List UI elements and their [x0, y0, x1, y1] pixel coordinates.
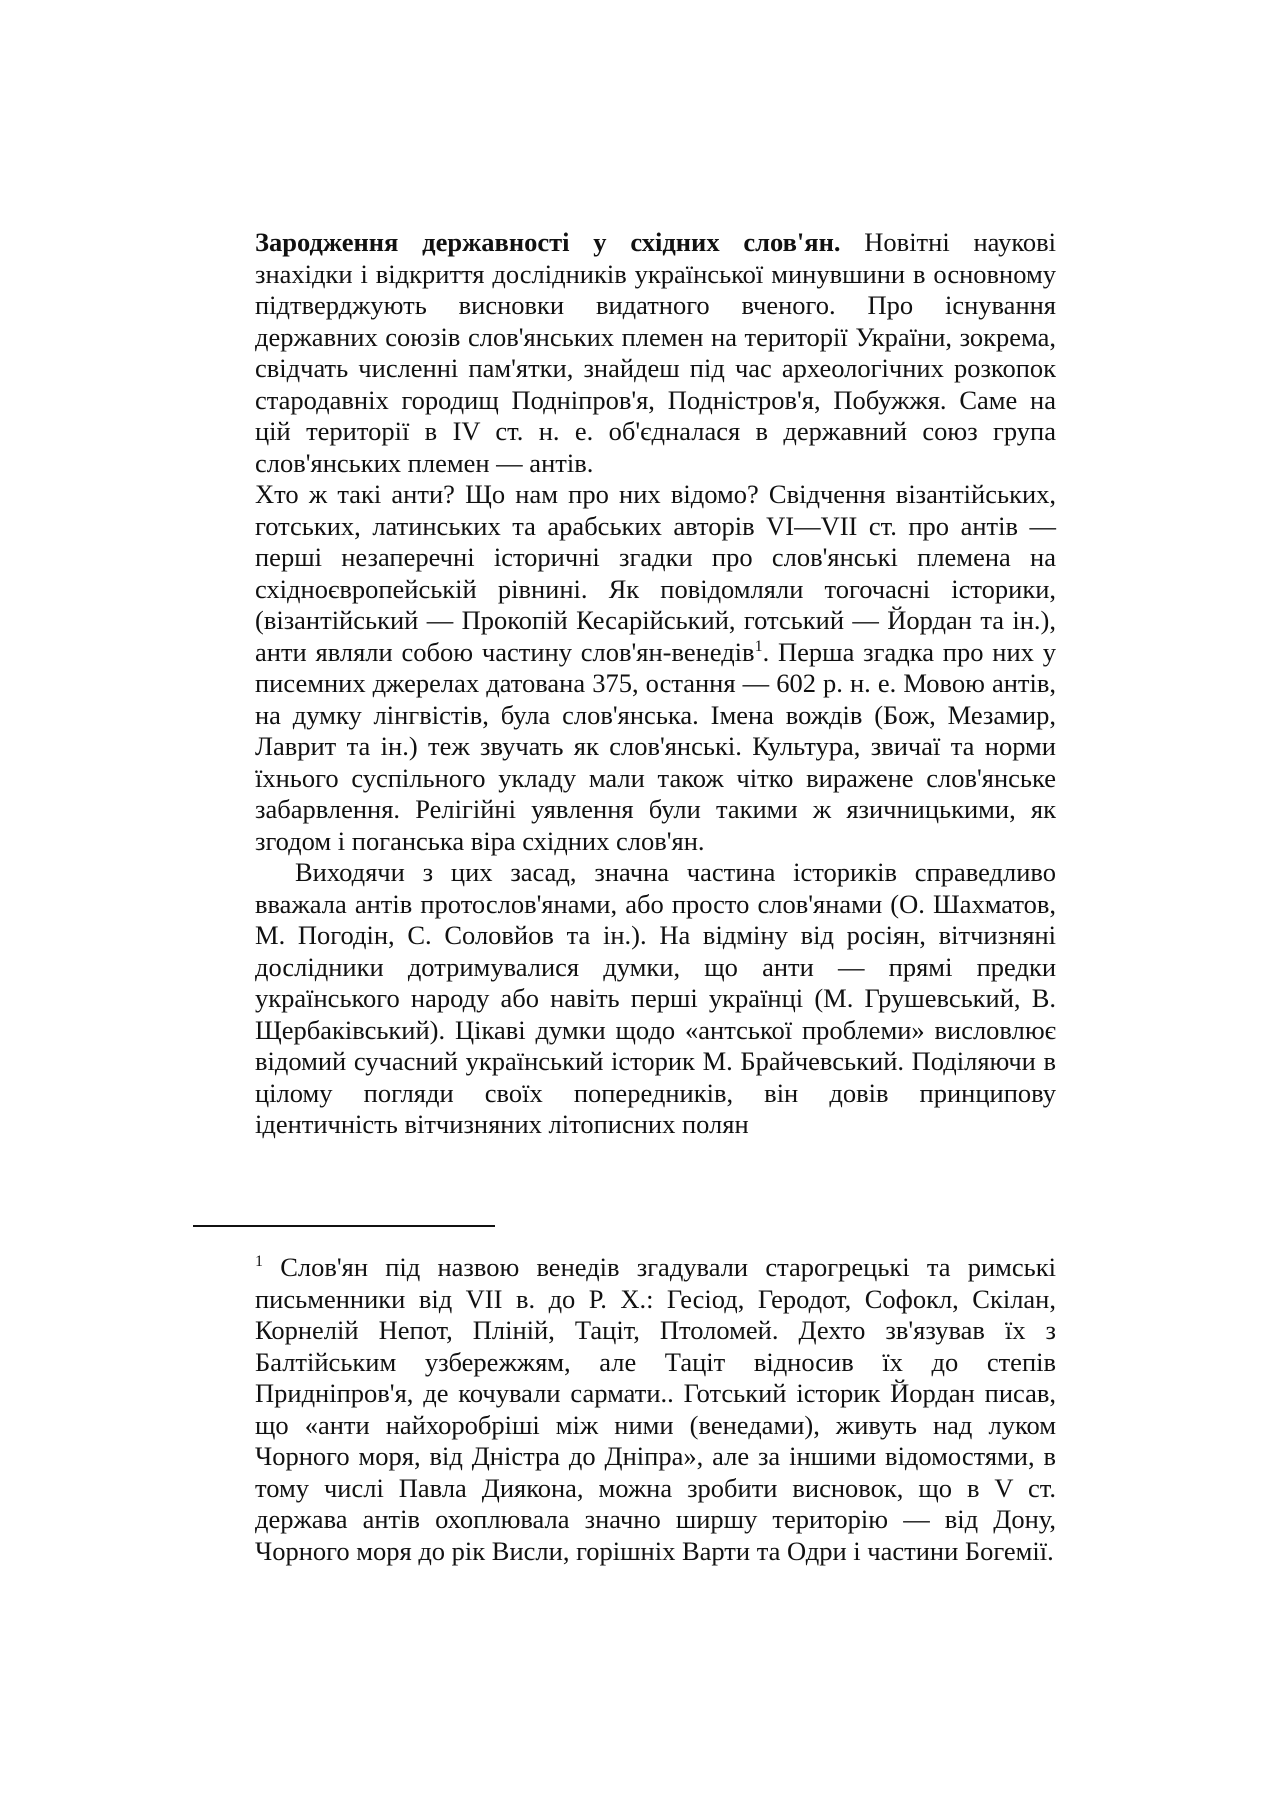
antes-paragraph-text-1: Хто ж такі анти? Що нам про них відомо? Свідчення візантійських, готських, латинських та арабських авторів VI—VII ст. про антів — перші незаперечні історичні згадки про слов'янські племена на східноєвропейській рівнині. Як повідомляли тогочасні історики, (візантійський — Прокопій Кесарійський, готський — Йордан та ін.), анти являли собою частину слов'ян-венедів [255, 479, 1056, 667]
footnote-mark: 1 [255, 1253, 263, 1271]
footnote [255, 1252, 1056, 1567]
intro-paragraph-text: Новітні наукові знахідки і відкриття дослідників української минувшини в основному підтверджують висновки видатного вченого. Про існування державних союзів слов'янських племен на території України, зокрема, свідчать численні пам'ятки, знайдеш під час археологічних розкопок стародавніх городищ Подніпров'я, Подністров'я, Побужжя. Саме на цій території в IV ст. н. е. об'єдналася в державний союз група слов'янських племен — антів. [255, 227, 1056, 478]
antes-paragraph-text-2: . Перша згадка про них у писемних джерелах датована 375, остання — 602 р. н. е. Мовою антів, на думку лінгвістів, була слов'янська. Імена вождів (Бож, Мезамир, Лаврит та ін.) теж звучать як слов'янські. Культура, звичаї та норми їхнього суспільного укладу мали також чітко виражене слов'янське забарвлення. Релігійні уявлення були такими ж язичницькими, як згодом і поганська віра східних слов'ян. [255, 636, 1056, 856]
footnote-text: Слов'ян під назвою венедів згадували старогрецькі та римські письменники від VII в. до Р. Х.: Гесіод, Геродот, Софокл, Скілан, Корнелій Непот, Пліній, Таціт, Птоломей. Дехто зв'язував їх з Балтійським узбережжям, але Таціт відносив їх до степів Придніпров'я, де кочували сармати.. Готський історик Йордан писав, що «анти найхоробріші між ними (венедами), живуть над луком Чорного моря, від Дністра до Дніпра», але за іншими відомостями, в тому числі Павла Диякона, можна зробити висновок, що в V ст. держава антів охоплювала значно ширшу територію — від Дону, Чорного моря до рік Висли, горішніх Варти та Одри і частини Богемії. [255, 1252, 1056, 1566]
footnote-paragraph [255, 1252, 1056, 1567]
section-heading: Зародження державності у східних слов'ян. [255, 227, 841, 257]
historians-paragraph: Виходячи з цих засад, значна частина істориків справедливо вважала антів протослов'янами, або просто слов'янами (О. Шахматов, М. Погодін, С. Соловйов та ін.). На відміну від росіян, вітчизняні дослідники дотримувалися думки, що анти — прямі предки українського народу або навіть перші українці (М. Грушевський, В. Щербаківський). Цікаві думки щодо «антської проблеми» висловлює відомий сучасний український історик М. Брайчевський. Поділяючи в цілому погляди своїх попередників, він довів принципову ідентичність вітчизняних літописних полян [255, 857, 1056, 1139]
antes-paragraph [255, 479, 1056, 857]
document-body [255, 227, 1056, 1141]
footnote-separator [193, 1225, 495, 1227]
footnote-reference[interactable]: 1 [754, 637, 763, 655]
intro-paragraph [255, 227, 1056, 479]
